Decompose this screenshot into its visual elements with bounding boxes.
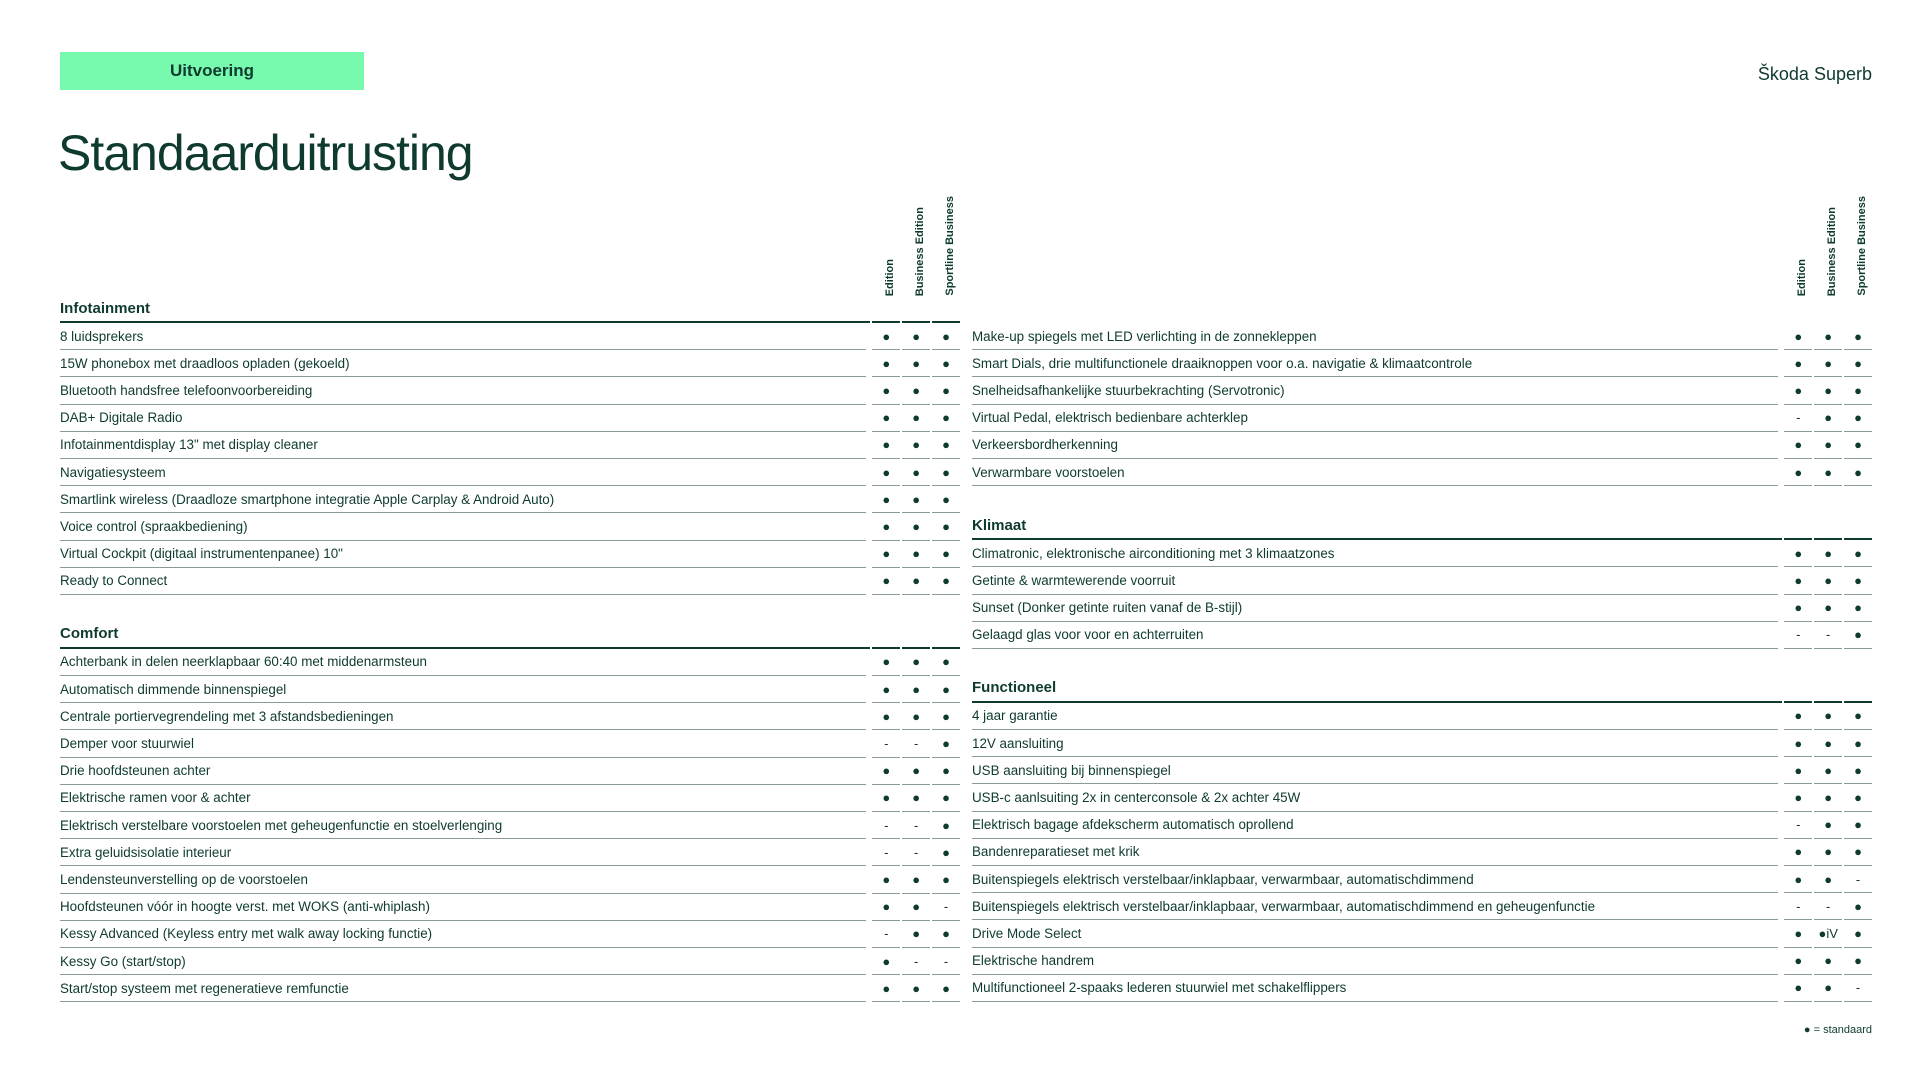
section-header-rule: [872, 622, 900, 649]
availability-cell: ●: [1844, 920, 1872, 947]
availability-cell: ●: [902, 894, 930, 921]
table-row: [60, 676, 960, 703]
table-row: [972, 540, 1872, 567]
availability-cell: ●: [902, 432, 930, 459]
availability-cell: ●: [902, 785, 930, 812]
availability-cell: -: [932, 948, 960, 975]
availability-cell: ●: [1784, 920, 1812, 947]
availability-cell: ●: [1784, 866, 1812, 893]
table-row: [972, 757, 1872, 784]
section-tag: Uitvoering: [60, 52, 364, 90]
availability-cell: ●: [872, 513, 900, 540]
feature-name: Buitenspiegels elektrisch verstelbaar/inklapbaar, verwarmbaar, automatischdimmend: [972, 866, 1778, 893]
availability-cell: -: [1784, 812, 1812, 839]
availability-cell: ●: [1784, 567, 1812, 594]
availability-cell: ●: [1784, 703, 1812, 730]
table-row: [972, 839, 1872, 866]
column-header-sportline-business: Sportline Business: [1856, 196, 1868, 296]
section-header: [60, 622, 960, 649]
table-row: [972, 350, 1872, 377]
availability-cell: ●: [932, 730, 960, 757]
table-row: [972, 377, 1872, 404]
feature-name: Infotainmentdisplay 13" met display cleaner: [60, 432, 866, 459]
feature-name: Smartlink wireless (Draadloze smartphone integratie Apple Carplay & Android Auto): [60, 486, 866, 513]
column-header-sportline-business: Sportline Business: [944, 196, 956, 296]
availability-cell: ●: [1784, 975, 1812, 1002]
availability-cell: -: [1784, 893, 1812, 920]
availability-cell: ●: [902, 405, 930, 432]
availability-cell: -: [1814, 622, 1842, 649]
availability-cell: ●: [872, 758, 900, 785]
availability-cell: -: [902, 730, 930, 757]
column-header-business-edition: Business Edition: [1826, 206, 1838, 296]
feature-name: 15W phonebox met draadloos opladen (gekoeld): [60, 350, 866, 377]
availability-cell: ●: [1814, 975, 1842, 1002]
feature-name: Automatisch dimmende binnenspiegel: [60, 676, 866, 703]
availability-cell: ●: [872, 541, 900, 568]
availability-cell: ●: [1814, 459, 1842, 486]
availability-cell: ●: [902, 703, 930, 730]
section-header: [60, 296, 960, 323]
availability-cell: ●: [1844, 812, 1872, 839]
availability-cell: ●: [932, 812, 960, 839]
availability-cell: ●: [1844, 540, 1872, 567]
availability-cell: -: [902, 812, 930, 839]
feature-name: Ready to Connect: [60, 568, 866, 595]
availability-cell: ●: [932, 703, 960, 730]
availability-cell: ●: [932, 568, 960, 595]
availability-cell: ●: [1844, 703, 1872, 730]
availability-cell: ●: [1784, 350, 1812, 377]
availability-cell: ●: [932, 921, 960, 948]
availability-cell: ●: [932, 975, 960, 1002]
table-row: [972, 784, 1872, 811]
availability-cell: ●: [872, 894, 900, 921]
availability-cell: ●: [1784, 839, 1812, 866]
feature-name: Make-up spiegels met LED verlichting in de zonnekleppen: [972, 323, 1778, 350]
availability-cell: ●: [1844, 377, 1872, 404]
availability-cell: ●: [1844, 432, 1872, 459]
availability-cell: ●: [902, 323, 930, 350]
feature-name: Navigatiesysteem: [60, 459, 866, 486]
section-header-rule: [1844, 676, 1872, 703]
feature-name: Buitenspiegels elektrisch verstelbaar/inklapbaar, verwarmbaar, automatischdimmend en geheugenfunctie: [972, 893, 1778, 920]
table-row: [60, 649, 960, 676]
availability-cell: ●: [1814, 866, 1842, 893]
availability-cell: -: [1844, 866, 1872, 893]
availability-cell: ●iV: [1814, 920, 1842, 947]
availability-cell: ●: [1844, 893, 1872, 920]
table-row: [972, 595, 1872, 622]
table-row: [972, 323, 1872, 350]
table-row: [60, 405, 960, 432]
availability-cell: ●: [1844, 839, 1872, 866]
table-row: [972, 812, 1872, 839]
table-row: [60, 785, 960, 812]
feature-name: Centrale portiervegrendeling met 3 afstandsbedieningen: [60, 703, 866, 730]
availability-cell: ●: [872, 459, 900, 486]
availability-cell: ●: [872, 785, 900, 812]
table-row: [60, 513, 960, 540]
feature-name: Getinte & warmtewerende voorruit: [972, 567, 1778, 594]
availability-cell: -: [872, 839, 900, 866]
availability-cell: ●: [1814, 839, 1842, 866]
table-row: [972, 459, 1872, 486]
availability-cell: ●: [1814, 323, 1842, 350]
feature-name: USB-c aanlsuiting 2x in centerconsole & 2x achter 45W: [972, 784, 1778, 811]
availability-cell: ●: [902, 676, 930, 703]
feature-name: Extra geluidsisolatie interieur: [60, 839, 866, 866]
availability-cell: ●: [1814, 784, 1842, 811]
right-column: [972, 180, 1872, 1029]
feature-name: Verwarmbare voorstoelen: [972, 459, 1778, 486]
feature-name: 12V aansluiting: [972, 730, 1778, 757]
availability-cell: ●: [1814, 812, 1842, 839]
availability-cell: ●: [1844, 622, 1872, 649]
availability-cell: ●: [902, 649, 930, 676]
availability-cell: ●: [1814, 377, 1842, 404]
availability-cell: -: [1814, 893, 1842, 920]
feature-name: Multifunctioneel 2-spaaks lederen stuurwiel met schakelflippers: [972, 975, 1778, 1002]
availability-cell: ●: [1784, 459, 1812, 486]
availability-cell: ●: [1844, 948, 1872, 975]
section-title: [972, 296, 1782, 323]
availability-cell: ●: [902, 866, 930, 893]
availability-cell: ●: [1844, 323, 1872, 350]
availability-cell: ●: [932, 866, 960, 893]
column-header-business-edition: Business Edition: [914, 206, 926, 296]
availability-cell: ●: [902, 975, 930, 1002]
availability-cell: ●: [1814, 540, 1842, 567]
table-row: [972, 405, 1872, 432]
availability-cell: ●: [872, 703, 900, 730]
table-row: [972, 893, 1872, 920]
feature-name: Demper voor stuurwiel: [60, 730, 866, 757]
availability-cell: ●: [872, 432, 900, 459]
feature-name: Kessy Go (start/stop): [60, 948, 866, 975]
section-continued: [972, 296, 1872, 486]
availability-cell: ●: [872, 323, 900, 350]
section-title: Infotainment: [60, 296, 870, 323]
table-row: [60, 758, 960, 785]
table-row: [972, 975, 1872, 1002]
table-row: [972, 730, 1872, 757]
availability-cell: ●: [932, 541, 960, 568]
section-header-rule: [1844, 513, 1872, 540]
table-row: [60, 921, 960, 948]
feature-name: 8 luidsprekers: [60, 323, 866, 350]
availability-cell: ●: [1844, 784, 1872, 811]
table-row: [972, 622, 1872, 649]
table-row: [60, 866, 960, 893]
availability-cell: ●: [932, 350, 960, 377]
table-row: [60, 975, 960, 1002]
availability-cell: ●: [872, 350, 900, 377]
availability-cell: ●: [932, 649, 960, 676]
availability-cell: ●: [932, 323, 960, 350]
feature-name: Elektrische ramen voor & achter: [60, 785, 866, 812]
availability-cell: ●: [932, 486, 960, 513]
section-header: [972, 676, 1872, 703]
feature-name: Sunset (Donker getinte ruiten vanaf de B-stijl): [972, 595, 1778, 622]
feature-name: USB aansluiting bij binnenspiegel: [972, 757, 1778, 784]
section-title: Klimaat: [972, 513, 1782, 540]
availability-cell: ●: [1814, 405, 1842, 432]
availability-cell: -: [872, 921, 900, 948]
feature-name: Drive Mode Select: [972, 920, 1778, 947]
feature-name: Smart Dials, drie multifunctionele draaiknoppen voor o.a. navigatie & klimaatcontrole: [972, 350, 1778, 377]
feature-name: Elektrisch verstelbare voorstoelen met geheugenfunctie en stoelverlenging: [60, 812, 866, 839]
availability-cell: ●: [872, 377, 900, 404]
feature-name: Drie hoofdsteunen achter: [60, 758, 866, 785]
availability-cell: ●: [1844, 757, 1872, 784]
availability-cell: ●: [1784, 757, 1812, 784]
availability-cell: ●: [1814, 703, 1842, 730]
availability-cell: -: [902, 839, 930, 866]
availability-cell: -: [932, 894, 960, 921]
availability-cell: ●: [1844, 595, 1872, 622]
feature-name: Verkeersbordherkenning: [972, 432, 1778, 459]
section-header-rule: [872, 296, 900, 323]
feature-name: Virtual Pedal, elektrisch bedienbare achterklep: [972, 405, 1778, 432]
feature-name: Snelheidsafhankelijke stuurbekrachting (Servotronic): [972, 377, 1778, 404]
availability-cell: ●: [1784, 948, 1812, 975]
table-row: [60, 568, 960, 595]
section-infotainment: [60, 296, 960, 595]
legend: ● = standaard: [1803, 1024, 1872, 1036]
availability-cell: ●: [902, 377, 930, 404]
feature-name: Elektrische handrem: [972, 948, 1778, 975]
feature-name: Voice control (spraakbediening): [60, 513, 866, 540]
availability-cell: ●: [1784, 540, 1812, 567]
availability-cell: ●: [932, 513, 960, 540]
availability-cell: ●: [1784, 595, 1812, 622]
table-row: [60, 323, 960, 350]
availability-cell: ●: [1784, 323, 1812, 350]
table-row: [60, 377, 960, 404]
feature-name: Climatronic, elektronische airconditioning met 3 klimaatzones: [972, 540, 1778, 567]
availability-cell: ●: [902, 758, 930, 785]
table-row: [60, 459, 960, 486]
column-header-edition: Edition: [1796, 258, 1808, 296]
table-row: [972, 920, 1872, 947]
section-klimaat: [972, 513, 1872, 649]
feature-name: Bluetooth handsfree telefoonvoorbereiding: [60, 377, 866, 404]
section-functioneel: [972, 676, 1872, 1002]
section-header-rule: [1814, 676, 1842, 703]
section-header-rule: [902, 296, 930, 323]
feature-name: Hoofdsteunen vóór in hoogte verst. met WOKS (anti-whiplash): [60, 894, 866, 921]
availability-cell: ●: [932, 839, 960, 866]
availability-cell: ●: [872, 649, 900, 676]
section-header: [972, 296, 1872, 323]
availability-cell: ●: [1844, 459, 1872, 486]
availability-cell: ●: [932, 432, 960, 459]
table-row: [60, 948, 960, 975]
section-header-rule: [902, 622, 930, 649]
feature-name: Elektrisch bagage afdekscherm automatisch oprollend: [972, 812, 1778, 839]
availability-cell: ●: [932, 405, 960, 432]
table-row: [972, 948, 1872, 975]
availability-cell: ●: [932, 676, 960, 703]
left-column: [60, 180, 960, 1029]
table-row: [60, 350, 960, 377]
availability-cell: ●: [1814, 567, 1842, 594]
availability-cell: ●: [1844, 567, 1872, 594]
availability-cell: ●: [1844, 730, 1872, 757]
availability-cell: ●: [1814, 730, 1842, 757]
page-title: Standaarduitrusting: [58, 125, 473, 181]
section-comfort: [60, 622, 960, 1002]
brand-name: Škoda Superb: [1757, 64, 1872, 84]
availability-cell: ●: [872, 568, 900, 595]
table-row: [60, 812, 960, 839]
availability-cell: ●: [902, 459, 930, 486]
availability-cell: -: [872, 730, 900, 757]
availability-cell: ●: [872, 676, 900, 703]
availability-cell: ●: [1784, 730, 1812, 757]
column-headers-right: [972, 180, 1872, 296]
availability-cell: ●: [1844, 350, 1872, 377]
availability-cell: ●: [902, 921, 930, 948]
availability-cell: -: [1784, 405, 1812, 432]
availability-cell: ●: [902, 350, 930, 377]
feature-name: Lendensteunverstelling op de voorstoelen: [60, 866, 866, 893]
table-row: [60, 730, 960, 757]
feature-name: Start/stop systeem met regeneratieve remfunctie: [60, 975, 866, 1002]
availability-cell: -: [1844, 975, 1872, 1002]
availability-cell: ●: [872, 486, 900, 513]
availability-cell: ●: [1784, 377, 1812, 404]
availability-cell: ●: [902, 513, 930, 540]
availability-cell: ●: [932, 785, 960, 812]
availability-cell: ●: [932, 758, 960, 785]
availability-cell: -: [902, 948, 930, 975]
availability-cell: ●: [872, 975, 900, 1002]
availability-cell: ●: [1844, 405, 1872, 432]
feature-name: Virtual Cockpit (digitaal instrumentenpanee) 10": [60, 541, 866, 568]
table-row: [972, 703, 1872, 730]
table-row: [972, 432, 1872, 459]
table-row: [60, 703, 960, 730]
section-title: Comfort: [60, 622, 870, 649]
availability-cell: ●: [902, 568, 930, 595]
availability-cell: ●: [1814, 757, 1842, 784]
feature-name: Achterbank in delen neerklapbaar 60:40 met middenarmsteun: [60, 649, 866, 676]
section-header-rule: [1814, 513, 1842, 540]
section-header-rule: [1784, 513, 1812, 540]
availability-cell: ●: [1814, 350, 1842, 377]
section-header: [972, 513, 1872, 540]
availability-cell: -: [872, 812, 900, 839]
section-header-rule: [932, 296, 960, 323]
table-row: [60, 486, 960, 513]
feature-name: DAB+ Digitale Radio: [60, 405, 866, 432]
availability-cell: ●: [1814, 948, 1842, 975]
feature-name: 4 jaar garantie: [972, 703, 1778, 730]
availability-cell: ●: [1814, 432, 1842, 459]
section-header-rule: [1784, 676, 1812, 703]
feature-name: Bandenreparatieset met krik: [972, 839, 1778, 866]
section-title: Functioneel: [972, 676, 1782, 703]
table-row: [972, 866, 1872, 893]
table-row: [60, 541, 960, 568]
table-row: [60, 432, 960, 459]
column-headers-left: [60, 180, 960, 296]
availability-cell: ●: [872, 405, 900, 432]
column-header-edition: Edition: [884, 258, 896, 296]
availability-cell: ●: [1784, 784, 1812, 811]
availability-cell: ●: [1814, 595, 1842, 622]
availability-cell: -: [1784, 622, 1812, 649]
availability-cell: ●: [902, 486, 930, 513]
table-row: [972, 567, 1872, 594]
feature-name: Kessy Advanced (Keyless entry met walk away locking functie): [60, 921, 866, 948]
availability-cell: ●: [902, 541, 930, 568]
availability-cell: ●: [1784, 432, 1812, 459]
availability-cell: ●: [932, 377, 960, 404]
feature-name: Gelaagd glas voor voor en achterruiten: [972, 622, 1778, 649]
availability-cell: ●: [872, 866, 900, 893]
availability-cell: ●: [932, 459, 960, 486]
section-header-rule: [932, 622, 960, 649]
availability-cell: ●: [872, 948, 900, 975]
table-row: [60, 839, 960, 866]
table-row: [60, 894, 960, 921]
